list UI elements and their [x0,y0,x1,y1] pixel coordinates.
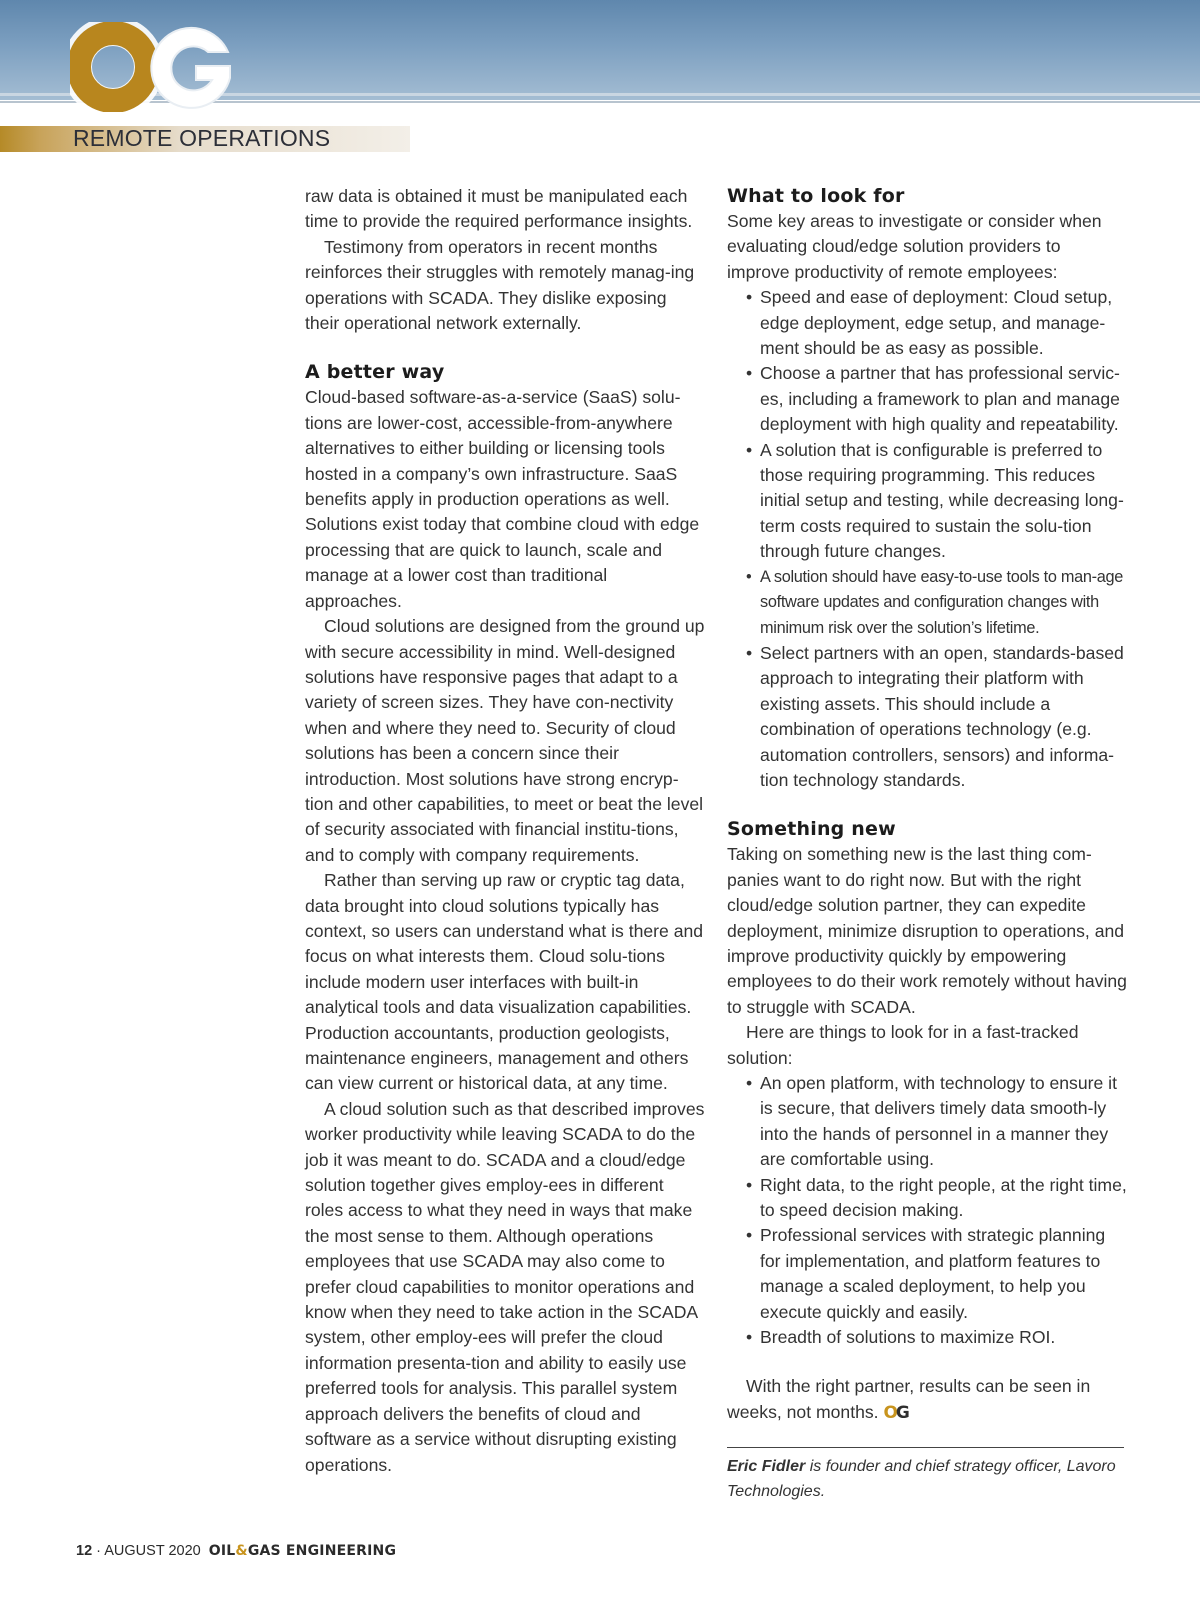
list-item-text: Right data, to the right people, at the right time, to speed decision making. [760,1174,1127,1221]
bullet-icon: • [746,642,753,663]
og-logo-text: OG [70,22,72,23]
paragraph: Cloud solutions are designed from the ground up with secure accessibility in mind. Well-designed solutions have responsive pages that adapt to a variety of screen sizes. They have con-nectivity when and where they need to. Security of cloud solutions has been a concern since their introduction. Most solutions have strong encryp-tion and other capabilities, to meet or beat the level of security associated with financial institu-tions, and to comply with company requirements. [305,616,705,865]
criteria-list [727,285,1127,793]
bullet-icon: • [746,1073,753,1093]
paragraph: raw data is obtained it must be manipulated each time to provide the required performance insights. [305,186,693,232]
spacer [727,1350,1127,1374]
list-item [746,565,1127,641]
author-description: is founder and chief strategy officer, Lavoro Technologies. [727,1458,1116,1500]
footer-separator: · [96,1543,102,1559]
left-column [305,184,705,1478]
author-name: Eric Fidler [727,1458,806,1475]
bullet-icon: • [746,1225,753,1246]
bullet-icon: • [746,567,752,586]
paragraph: Testimony from operators in recent months reinforces their struggles with remotely manag-ing operations with SCADA. They dislike exposing their operational network externally. [305,236,695,334]
bullet-icon: • [746,1327,753,1348]
list-item [746,285,1127,361]
page-number: 12 [76,1543,93,1559]
magazine-name-gas: GAS ENGINEERING [247,1543,397,1559]
bullet-icon: • [746,1174,753,1195]
paragraph: Taking on something new is the last thing com-panies want to do right now. But with the right cloud/edge solution partner, they can expedite deployment, minimize disruption to operations, and improve productivity quickly by empowering employees to do their work remotely without having to struggle with SCADA. [727,844,1127,1017]
fast-track-list [727,1071,1127,1350]
author-bio [727,1454,1127,1504]
og-end-mark-g: G [895,1402,908,1423]
list-item-text: An open platform, with technology to ensure it is secure, that delivers timely data smooth-ly into the hands of personnel in a manner they are comfortable using. [760,1073,1117,1170]
heading-something-new: Something new [727,818,896,841]
issue-date: AUGUST 2020 [104,1543,201,1559]
magazine-name-oil: OIL [208,1543,236,1559]
og-logo [70,22,240,112]
list-item-text: Professional services with strategic planning for implementation, and platform features to manage a scaled deployment, to help you execute quickly and easily. [760,1225,1106,1322]
bullet-icon: • [746,287,753,308]
author-divider [727,1447,1124,1448]
magazine-name-amp: & [235,1543,248,1559]
paragraph: Rather than serving up raw or cryptic tag data, data brought into cloud solutions typically has context, so users can understand what is there and focus on what interests them. Cloud solu-tions include modern user interfaces with built-in analytical tools and data visualization capabilities. Production accountants, production geologists, maintenance engineers, management and others can view current or historical data, at any time. [305,870,704,1094]
list-item [746,641,1127,793]
paragraph: Cloud-based software-as-a-service (SaaS) solu-tions are lower-cost, accessible-from-anywhere alternatives to either building or licensing tools hosted in a company’s own infrastructure. SaaS benefits apply in production operations as well. Solutions exist today that combine cloud with edge processing that are quick to launch, scale and manage at a lower cost than traditional approaches. [305,387,700,611]
paragraph: Here are things to look for in a fast-tracked solution: [727,1022,1079,1068]
list-item [746,1173,1127,1224]
heading-better-way: A better way [305,361,445,384]
list-item [746,1325,1127,1350]
list-item [746,1071,1127,1173]
list-item-text: A solution should have easy-to-use tools to man-age software updates and configuration changes with minimum risk over the solution’s lifetime. [760,567,1124,637]
right-column [727,184,1127,1426]
spacer [727,793,1127,817]
list-item [746,361,1127,437]
section-title: REMOTE OPERATIONS [73,125,331,151]
list-item-text: Speed and ease of deployment: Cloud setup, edge deployment, edge setup, and manage-ment should be as easy as possible. [760,287,1113,359]
page-footer [76,1543,396,1559]
paragraph: A cloud solution such as that described improves worker productivity while leaving SCADA to do the job it was meant to do. SCADA and a cloud/edge solution together gives employ-ees in different roles access to what they need in ways that make the most sense to them. Although operations employees that use SCADA may also come to prefer cloud capabilities to monitor operations and know when they need to take action in the SCADA system, other employ-ees will prefer the cloud information presenta-tion and ability to easily use preferred tools for analysis. This parallel system approach delivers the benefits of cloud and software as a service without disrupting existing operations. [305,1098,705,1475]
bullet-icon: • [746,439,753,460]
magazine-name [209,1543,396,1559]
paragraph: Some key areas to investigate or consider when evaluating cloud/edge solution providers to improve productivity of remote employees: [727,211,1102,282]
list-item [746,1223,1127,1325]
list-item-text: Choose a partner that has professional servic-es, including a framework to plan and manage deployment with high quality and repeatability. [760,363,1120,435]
list-item-text: Breadth of solutions to maximize ROI. [760,1327,1056,1348]
og-end-mark-icon [883,1403,907,1423]
closing-paragraph [727,1374,1127,1426]
list-item-text: Select partners with an open, standards-based approach to integrating their platform with existing assets. This should include a combination of operations technology (e.g. automation controllers, sensors) and informa-tion technology standards. [760,642,1124,790]
list-item [746,438,1127,565]
bullet-icon: • [746,363,753,384]
list-item-text: A solution that is configurable is preferred to those requiring programming. This reduces initial setup and testing, while decreasing long-term costs required to sustain the solu-tion through future changes. [760,439,1124,562]
heading-what-to-look-for: What to look for [727,185,905,207]
og-end-mark-o: O [883,1402,896,1423]
spacer [305,336,705,360]
closing-text: With the right partner, results can be seen in weeks, not months. [727,1376,1091,1422]
